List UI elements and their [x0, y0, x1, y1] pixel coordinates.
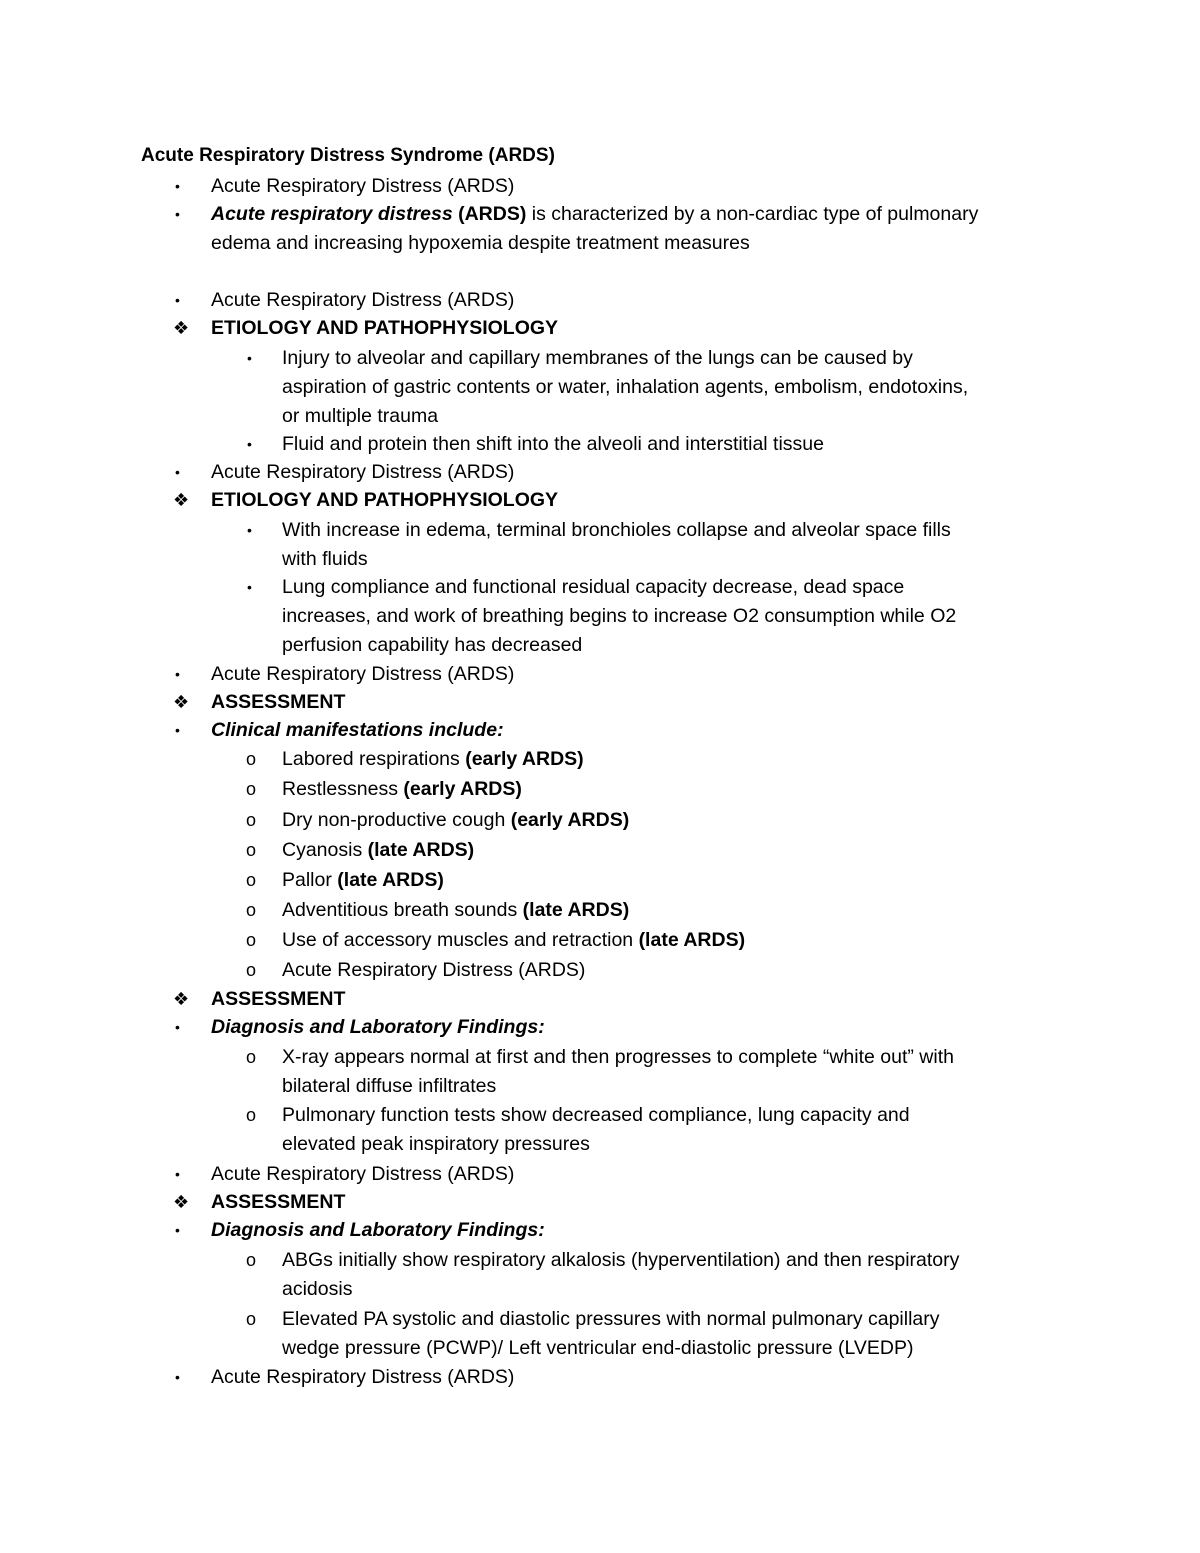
circle-bullet-icon: o — [246, 930, 257, 950]
circle-bullet-icon: o — [246, 1250, 257, 1270]
list-item: • Injury to alveolar and capillary membranes of the lungs can be caused by aspiration of gastric contents or water, inhalation agents, embolism, endotoxins, or multiple trauma — [282, 344, 968, 430]
bullet-icon: • — [175, 666, 180, 682]
circle-bullet-icon: o — [246, 960, 257, 980]
list-item: • Acute Respiratory Distress (ARDS) — [211, 1160, 514, 1189]
diamond-bullet-icon: ❖ — [173, 692, 190, 712]
diamond-bullet-icon: ❖ — [173, 490, 190, 510]
section-heading: ❖ ETIOLOGY AND PATHOPHYSIOLOGY — [211, 314, 558, 343]
list-item: o Labored respirations (early ARDS) — [282, 745, 584, 774]
bullet-icon: • — [175, 178, 180, 194]
circle-bullet-icon: o — [246, 870, 257, 890]
circle-bullet-icon: o — [246, 779, 257, 799]
section-heading: ❖ ETIOLOGY AND PATHOPHYSIOLOGY — [211, 486, 558, 515]
circle-bullet-icon: o — [246, 1047, 257, 1067]
diamond-bullet-icon: ❖ — [173, 989, 190, 1009]
bullet-icon: • — [175, 206, 180, 222]
list-item: o Dry non-productive cough (early ARDS) — [282, 806, 629, 835]
list-item: o X-ray appears normal at first and then progresses to complete “white out” with bilateral diffuse infiltrates — [282, 1043, 954, 1101]
list-item: o Use of accessory muscles and retraction (late ARDS) — [282, 926, 745, 955]
list-item: • With increase in edema, terminal bronchioles collapse and alveolar space fills with fluids — [282, 516, 951, 574]
diamond-bullet-icon: ❖ — [173, 318, 190, 338]
circle-bullet-icon: o — [246, 840, 257, 860]
bullet-icon: • — [247, 522, 252, 538]
circle-bullet-icon: o — [246, 749, 257, 769]
bullet-icon: • — [175, 1166, 180, 1182]
circle-bullet-icon: o — [246, 900, 257, 920]
list-item: o ABGs initially show respiratory alkalosis (hyperventilation) and then respiratory acidosis — [282, 1246, 959, 1304]
bullet-icon: • — [175, 722, 180, 738]
list-item: o Cyanosis (late ARDS) — [282, 836, 474, 865]
list-item: o Restlessness (early ARDS) — [282, 775, 522, 804]
bullet-icon: • — [175, 1019, 180, 1035]
list-item: o Elevated PA systolic and diastolic pressures with normal pulmonary capillary wedge pressure (PCWP)/ Left ventricular end-diastolic pressure (LVEDP) — [282, 1305, 940, 1363]
section-heading: ❖ ASSESSMENT — [211, 688, 345, 717]
list-item: o Acute Respiratory Distress (ARDS) — [282, 956, 585, 985]
bullet-icon: • — [247, 436, 252, 452]
bullet-icon: • — [247, 579, 252, 595]
bullet-icon: • — [175, 1222, 180, 1238]
list-item: • Acute respiratory distress (ARDS) is characterized by a non-cardiac type of pulmonary edema and increasing hypoxemia despite treatment measures — [211, 200, 978, 258]
list-item: • Acute Respiratory Distress (ARDS) — [211, 286, 514, 315]
bullet-icon: • — [247, 350, 252, 366]
list-item: • Acute Respiratory Distress (ARDS) — [211, 1363, 514, 1392]
list-item: o Pallor (late ARDS) — [282, 866, 444, 895]
list-item: o Pulmonary function tests show decreased compliance, lung capacity and elevated peak inspiratory pressures — [282, 1101, 910, 1159]
list-item: • Lung compliance and functional residual capacity decrease, dead space increases, and work of breathing begins to increase O2 consumption while O2 perfusion capability has decreased — [282, 573, 956, 659]
section-heading: ❖ ASSESSMENT — [211, 1188, 345, 1217]
subheading: • Diagnosis and Laboratory Findings: — [211, 1216, 545, 1245]
section-heading: ❖ ASSESSMENT — [211, 985, 345, 1014]
bullet-icon: • — [175, 292, 180, 308]
circle-bullet-icon: o — [246, 1105, 257, 1125]
circle-bullet-icon: o — [246, 810, 257, 830]
bullet-icon: • — [175, 464, 180, 480]
subheading: • Clinical manifestations include: — [211, 716, 504, 745]
bullet-icon: • — [175, 1369, 180, 1385]
list-item: • Acute Respiratory Distress (ARDS) — [211, 660, 514, 689]
list-item: o Adventitious breath sounds (late ARDS) — [282, 896, 629, 925]
list-item: • Acute Respiratory Distress (ARDS) — [211, 172, 514, 201]
list-item: • Fluid and protein then shift into the alveoli and interstitial tissue — [282, 430, 824, 459]
list-item: • Acute Respiratory Distress (ARDS) — [211, 458, 514, 487]
diamond-bullet-icon: ❖ — [173, 1192, 190, 1212]
subheading: • Diagnosis and Laboratory Findings: — [211, 1013, 545, 1042]
circle-bullet-icon: o — [246, 1309, 257, 1329]
document-title: Acute Respiratory Distress Syndrome (ARDS) — [141, 145, 555, 166]
